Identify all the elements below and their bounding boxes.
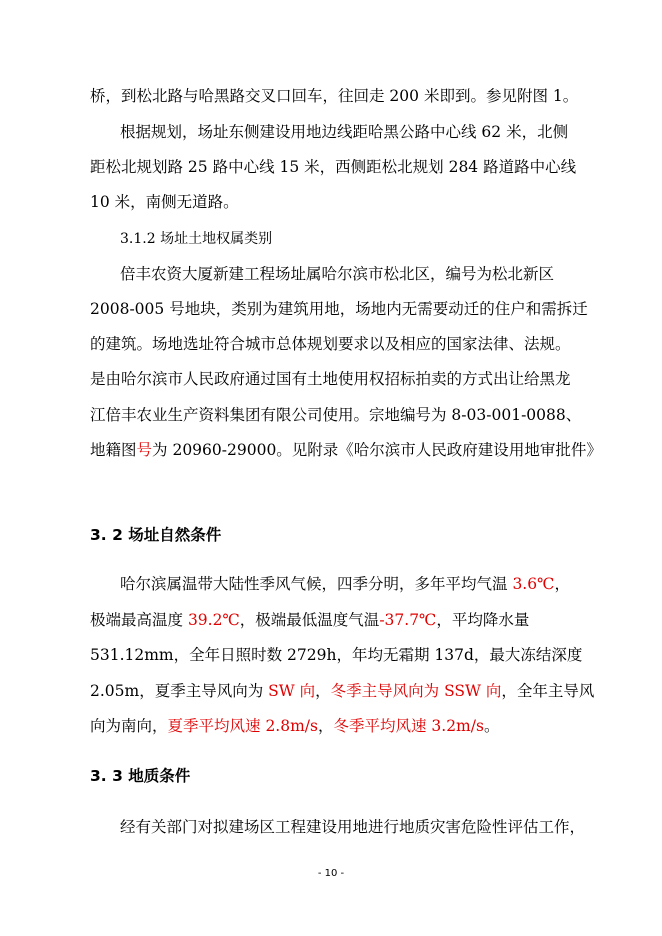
paragraph-line: 倍丰农资大厦新建工程场址属哈尔滨市松北区，编号为松北新区 [120,265,555,283]
text-run: ，全年主导风 [501,682,595,700]
paragraph-line: 10 米，南侧无道路。 [90,193,239,211]
highlighted-text: 夏季平均风速 2.8m/s [167,717,318,735]
paragraph-line: 根据规划，场址东侧建设用地边线距哈黑公路中心线 62 米，北侧 [120,123,569,141]
text-run: ， [315,682,331,700]
paragraph-line [90,610,529,630]
subsection-heading: 3.1.2 场址土地权属类别 [120,231,273,247]
text-run: 哈尔滨属温带大陆性季风气候，四季分明，多年平均气温 [120,575,513,593]
paragraph-line: 2008-005 号地块，类别为建筑用地，场地内无需要动迁的住户和需拆迁 [90,300,588,318]
text-run: ， [317,717,334,735]
text-run: 极端最高温度 [90,611,188,629]
paragraph-line: 531.12mm，全年日照时数 2729h，年均无霜期 137d，最大冻结深度 [90,646,583,664]
text-run: 。 [483,717,500,735]
paragraph-line: 桥，到松北路与哈黑路交叉口回车，往回走 200 米即到。参见附图 1。 [90,87,579,105]
section-heading: 3. 2 场址自然条件 [90,526,222,544]
text-run: ，平均降水量 [436,611,530,629]
paragraph-line: 是由哈尔滨市人民政府通过国有土地使用权招标拍卖的方式出让给黑龙 [90,370,571,388]
text-run: 向为南向， [90,717,168,735]
highlighted-text: SW 向 [268,682,316,700]
paragraph-line: 江倍丰农业生产资料集团有限公司使用。宗地编号为 8-03-001-0088、 [90,406,582,424]
highlighted-text: 号 [136,441,153,459]
highlighted-text: 冬季主导风向为 SSW 向 [330,682,502,700]
page-number: - 10 - [317,868,345,879]
paragraph-line: 距松北规划路 25 路中心线 15 米，西侧距松北规划 284 路道路中心线 [90,158,577,176]
paragraph-line [90,681,594,701]
paragraph-line [120,574,570,594]
highlighted-text: 39.2℃ [187,611,240,629]
highlighted-text: 冬季平均风速 3.2m/s [333,717,484,735]
section-heading: 3. 3 地质条件 [90,767,191,785]
text-run: ， [554,575,570,593]
text-run: 为 20960-29000。见附录《哈尔滨市人民政府建设用地审批件》 [152,441,602,459]
text-run: ，极端最低温度气温 [239,611,380,629]
text-run: 2.05m，夏季主导风向为 [90,682,269,700]
highlighted-text: 3.6℃ [512,575,555,593]
text-run: 地籍图 [90,441,137,459]
paragraph-line [90,716,499,736]
highlighted-text: -37.7℃ [379,611,437,629]
paragraph-line [90,440,602,460]
paragraph-line: 经有关部门对拟建场区工程建设用地进行地质灾害危险性评估工作， [120,818,586,836]
paragraph-line: 的建筑。场地选址符合城市总体规划要求以及相应的国家法律、法规。 [90,335,571,353]
